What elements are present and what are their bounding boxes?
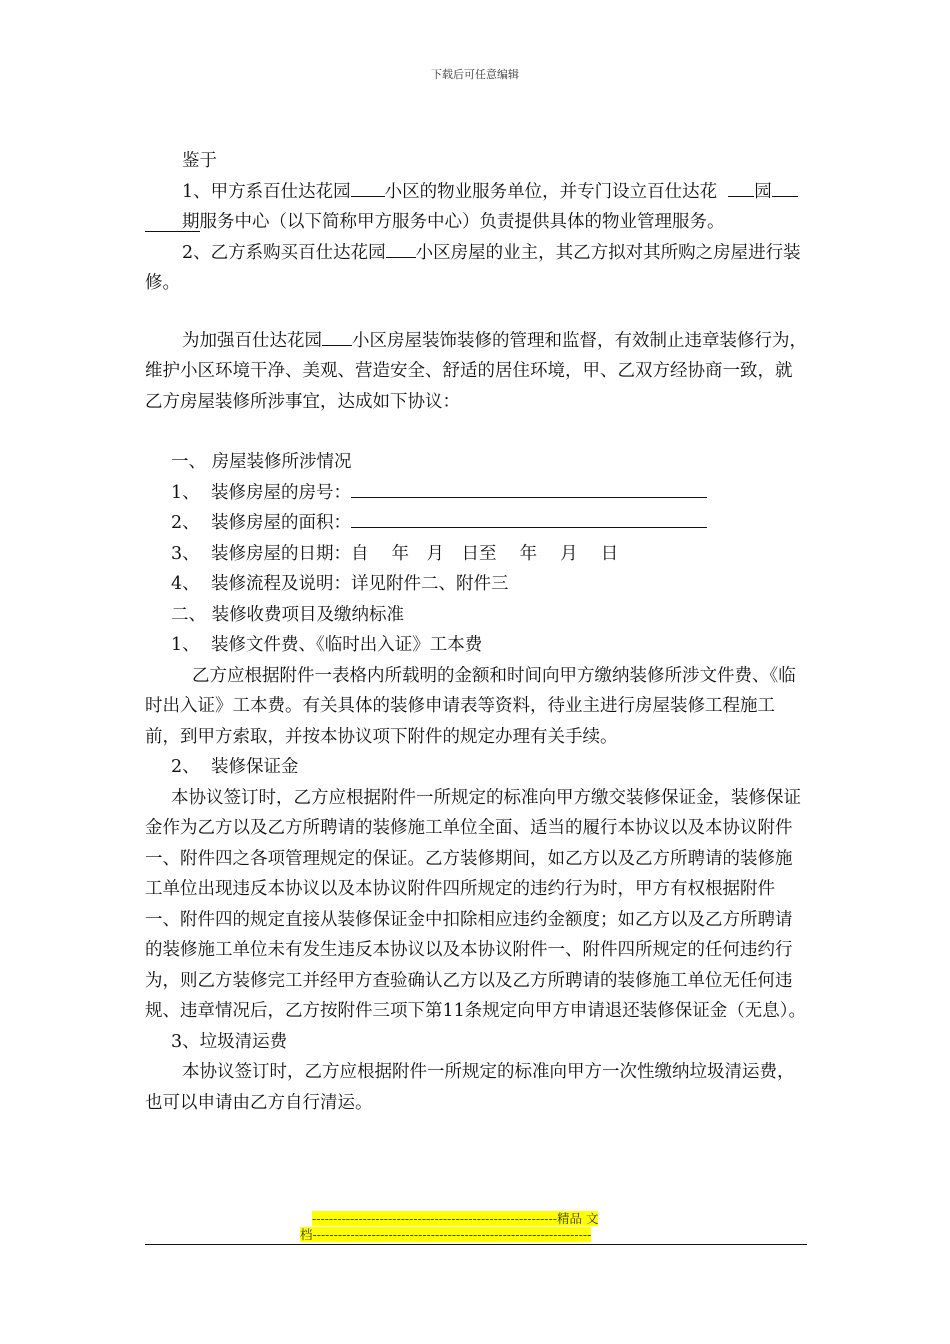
- list-item: 1、 装修文件费、《临时出入证》工本费: [171, 635, 483, 655]
- section-1-heading: 一、 房屋装修所涉情况: [171, 452, 352, 472]
- page-header: 下载后可任意编辑: [431, 68, 519, 81]
- list-item: 2、 装修房屋的面积：: [145, 508, 807, 539]
- footer-watermark: ----------------------------------------------------------精品 文 档------------------------------------------------------------------: [300, 1211, 599, 1242]
- deposit-paragraph: 本协议签订时，乙方应根据附件一所规定的标准向甲方缴交装修保证金，装修保证金作为乙方以及乙方所聘请的装修施工单位全面、适当的履行本协议以及本协议附件一、附件四之各项管理规定的保证。乙方装修期间，如乙方以及乙方所聘请的装修施工单位出现违反本协议以及本协议附件四所规定的违约行为时，甲方有权根据附件一、附件四的规定直接从装修保证金中扣除相应违约金额度；如乙方以及乙方所聘请的装修施工单位未有发生违反本协议以及本协议附件一、附件四所规定的任何违约行为，则乙方装修完工并经甲方查验确认乙方以及乙方所聘请的装修施工单位无任何违规、违章情况后，乙方按附件三项下第11条规定向甲方申请退还装修保证金（无息）。: [145, 787, 807, 1021]
- blank-field: [728, 196, 754, 197]
- blank-field: [351, 196, 385, 197]
- document-body: [145, 146, 807, 1118]
- blank-field: [351, 497, 707, 498]
- purpose-paragraph: 为加强百仕达花园 小区房屋装饰装修的管理和监督，有效制止违章装修行为，维护小区环境干净、美观、营造安全、舒适的居住环境，甲、乙双方经协商一致，就乙方房屋装修所涉事宜，达成如下协议：: [145, 330, 807, 412]
- clause-1: 1、甲方系百仕达花园 小区的物业服务单位，并专门设立百仕达花 园期服务中心（以下简称甲方服务中心）负责提供具体的物业管理服务。: [145, 177, 807, 238]
- list-item: 4、 装修流程及说明：详见附件二、附件三: [171, 574, 509, 594]
- garbage-fee-paragraph: 本协议签订时，乙方应根据附件一所规定的标准向甲方一次性缴纳垃圾清运费，也可以申请由乙方自行清运。: [145, 1062, 795, 1113]
- blank-field: [351, 527, 707, 528]
- blank-field: [772, 196, 798, 197]
- list-item: 3、 装修房屋的日期：自 年 月 日至 年 月 日: [171, 543, 619, 564]
- section-2-heading: 二、 装修收费项目及缴纳标准: [171, 604, 405, 625]
- clause-2: 2、乙方系购买百仕达花园 小区房屋的业主，其乙方拟对其所购之房屋进行装修。: [145, 242, 801, 293]
- footer-divider: [145, 1244, 807, 1245]
- list-item: 2、 装修保证金: [171, 757, 299, 777]
- garbage-fee-heading: 3、垃圾清运费: [171, 1031, 288, 1052]
- list-item: 1、 装修房屋的房号：: [145, 478, 807, 509]
- blank-field: [386, 257, 416, 258]
- blank-field: [322, 345, 352, 346]
- intro-line: 鉴于: [182, 151, 217, 171]
- fee-paragraph: 乙方应根据附件一表格内所载明的金额和时间向甲方缴纳装修所涉文件费、《临时出入证》工本费。有关具体的装修申请表等资料，待业主进行房屋装修工程施工前，到甲方索取，并按本协议项下附件的规定办理有关手续。: [145, 665, 796, 747]
